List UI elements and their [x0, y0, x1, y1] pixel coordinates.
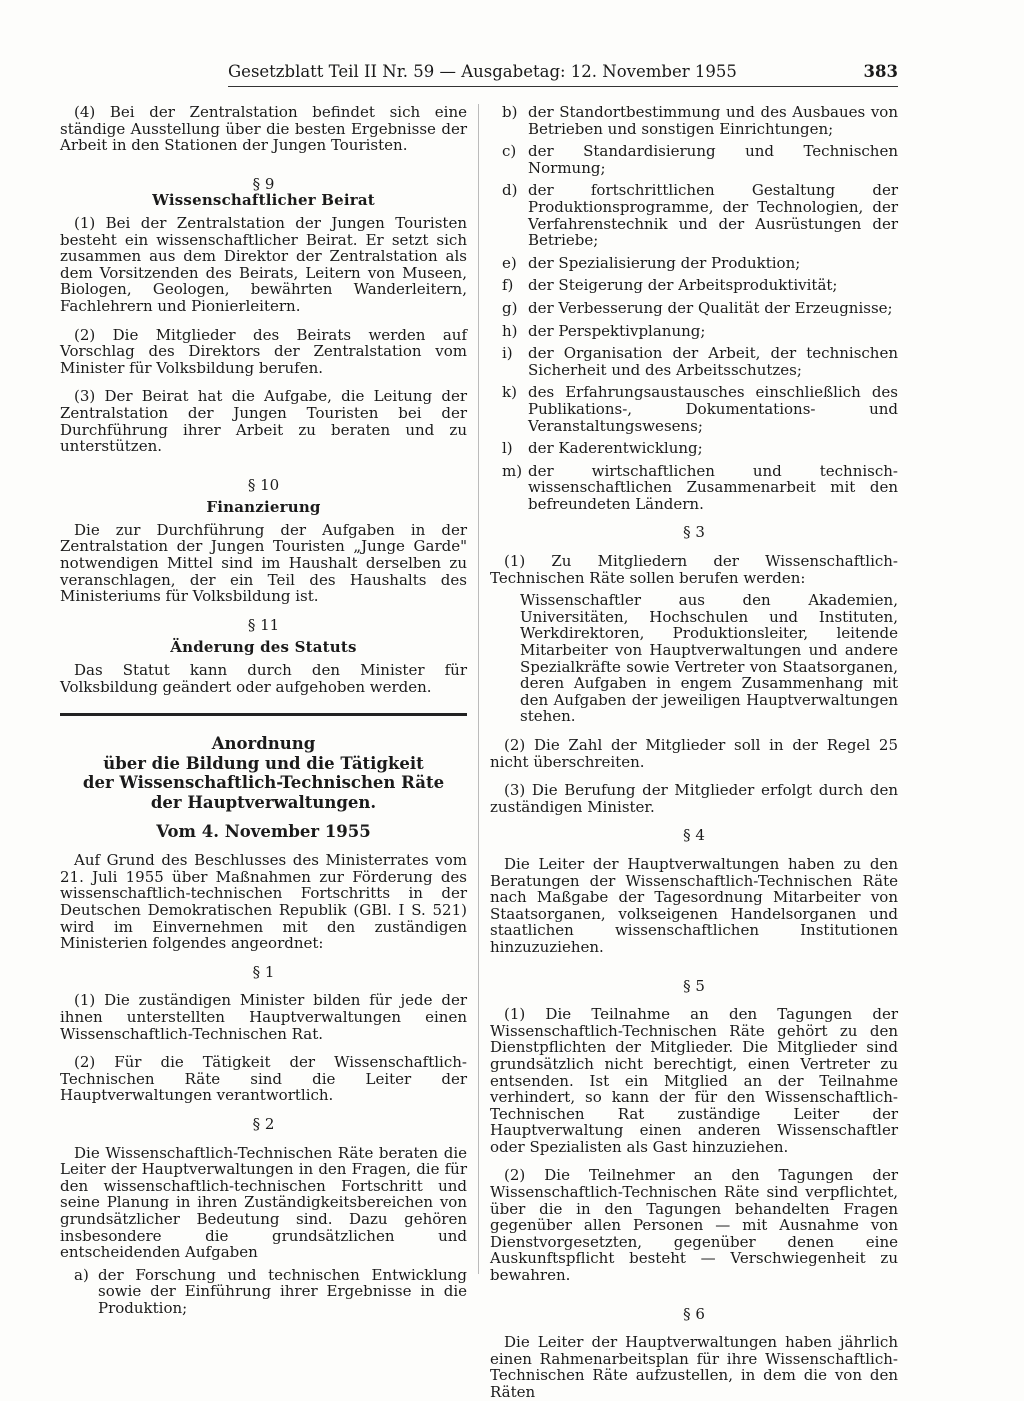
list-marker: l)	[502, 439, 513, 458]
list-item-text: der fortschrittlichen Gestaltung der Produktionsprogramme, der Technologien, der Verfahrenstechnik und der Ausrüstungen der Betriebe;	[528, 181, 898, 250]
column-divider	[478, 104, 479, 1274]
list-marker: g)	[502, 298, 518, 317]
list-item	[490, 255, 898, 272]
list-item-text: der Kaderentwicklung;	[528, 439, 703, 458]
list-item-text: des Erfahrungsaustausches einschließlich des Publikations-, Dokumentations- und Veranstaltungswesens;	[528, 383, 898, 435]
section-heading: Wissenschaftlicher Beirat	[152, 191, 375, 210]
list-item	[490, 384, 898, 434]
paragraph: (1) Die zuständigen Minister bilden für jede der ihnen unterstellten Hauptverwaltungen einen Wissenschaftlich-Technischen Rat.	[60, 991, 467, 1043]
list-item	[60, 1267, 467, 1317]
list-marker: a)	[74, 1265, 89, 1284]
section-number: § 2	[252, 1114, 275, 1133]
paragraph: (1) Bei der Zentralstation der Jungen Touristen besteht ein wissenschaftlicher Beirat. Er setzt sich zusammen aus dem Direktor der Zentralstation als dem Vorsitzenden des Beirats, Leitern von Museen, Biologen, Geologen, bewährten Wanderleitern, Fachlehrern und Pionierleitern.	[60, 213, 467, 315]
list-item	[490, 277, 898, 294]
right-column	[490, 104, 898, 1401]
section-number: § 1	[252, 962, 275, 981]
section-number: § 11	[247, 615, 280, 634]
announcement-title-line: der Wissenschaftlich-Technischen Räte	[82, 773, 445, 793]
announcement-date: Vom 4. November 1955	[156, 822, 371, 842]
list-item	[490, 463, 898, 513]
paragraph: (2) Die Zahl der Mitglieder soll in der Regel 25 nicht überschreiten.	[490, 736, 898, 771]
section-number: § 5	[683, 976, 705, 995]
list-item	[490, 300, 898, 317]
paragraph: Die Leiter der Hauptverwaltungen haben jährlich einen Rahmenarbeitsplan für ihre Wissenschaftlich-Technischen Räte aufzustellen, in dem die von den Räten	[490, 1333, 898, 1401]
list-marker: i)	[502, 344, 513, 363]
paragraph: (1) Die Teilnahme an den Tagungen der Wissenschaftlich-Technischen Räte gehört zu den Dienstpflichten der Mitglieder. Die Mitglieder sind grundsätzlich nicht berechtigt, einen Vertreter zu entsenden. Ist ein Mitglied an der Teilnahme verhindert, so kann der für den Wissenschaftlich-Technischen Rat zuständige Leiter der Hauptverwaltung einen anderen Wissenschaftler oder Spezialisten als Gast hinzuziehen.	[490, 1005, 898, 1156]
list-item-text: der Verbesserung der Qualität der Erzeugnisse;	[528, 298, 893, 317]
list-item-text: der Steigerung der Arbeitsproduktivität;	[528, 276, 838, 295]
announcement-title-line: der Hauptverwaltungen.	[150, 792, 377, 812]
announcement-title-line: über die Bildung und die Tätigkeit	[103, 753, 424, 773]
list-item-text: der Forschung und technischen Entwicklung sowie der Einführung ihrer Ergebnisse in die Produktion;	[98, 1265, 467, 1317]
list-marker: h)	[502, 321, 518, 340]
list-item	[490, 182, 898, 248]
list-item	[490, 104, 898, 137]
section-separator	[60, 713, 467, 716]
list-item-text: der wirtschaftlichen und technisch-wissenschaftlichen Zusammenarbeit mit den befreundeten Ländern.	[528, 461, 898, 513]
paragraph: (3) Der Beirat hat die Aufgabe, die Leitung der Zentralstation der Jungen Touristen bei der Durchführung ihrer Arbeit zu beraten und zu unterstützen.	[60, 387, 467, 456]
list-item-text: der Perspektivplanung;	[528, 321, 706, 340]
list-marker: d)	[502, 181, 518, 200]
section-heading: Änderung des Statuts	[170, 638, 357, 657]
announcement-title	[60, 734, 467, 812]
paragraph: (2) Die Mitglieder des Beirats werden auf Vorschlag des Direktors der Zentralstation vom Minister für Volksbildung berufen.	[60, 325, 467, 377]
paragraph: Das Statut kann durch den Minister für Volksbildung geändert oder aufgehoben werden.	[60, 661, 467, 696]
left-column	[60, 104, 467, 1322]
list-item	[490, 143, 898, 176]
section-heading: Finanzierung	[206, 498, 321, 517]
section-number: § 4	[683, 826, 705, 845]
page-number: 383	[863, 62, 898, 81]
paragraph: (4) Bei der Zentralstation befindet sich eine ständige Ausstellung über die besten Ergebnisse der Arbeit in den Stationen der Jungen Touristen.	[60, 103, 467, 155]
section-number: § 10	[247, 475, 280, 494]
section-number: § 3	[683, 523, 705, 542]
header-title: Gesetzblatt Teil II Nr. 59 — Ausgabetag: 12. November 1955	[228, 62, 737, 81]
section-number: § 9	[252, 174, 275, 193]
list-item	[490, 323, 898, 340]
list-item-text: der Organisation der Arbeit, der technischen Sicherheit und des Arbeitsschutzes;	[528, 344, 898, 379]
task-list	[490, 104, 898, 512]
list-item	[490, 440, 898, 457]
paragraph: Auf Grund des Beschlusses des Ministerrates vom 21. Juli 1955 über Maßnahmen zur Förderung des wissenschaftlich-technischen Fortschritts in der Deutschen Demokratischen Republik (GBl. I S. 521) wird im Einvernehmen mit den zuständigen Ministerien folgendes angeordnet:	[60, 851, 467, 953]
paragraph: Die Leiter der Hauptverwaltungen haben zu den Beratungen der Wissenschaftlich-Technischen Räte nach Maßgabe der Tagesordnung Mitarbeiter von Staatsorganen, volkseigenen Handelsorganen und staatlichen wissenschaftlichen Institutionen hinzuzuziehen.	[490, 854, 898, 956]
list-marker: f)	[502, 276, 514, 295]
list-marker: c)	[502, 142, 517, 161]
paragraph: Die zur Durchführung der Aufgaben in der Zentralstation der Jungen Touristen „Junge Garde" notwendigen Mittel sind im Haushalt derselben zu veranschlagen, der ein Teil des Haushalts des Ministeriums für Volksbildung ist.	[60, 520, 467, 606]
member-list-quote: Wissenschaftler aus den Akademien, Universitäten, Hochschulen und Instituten, Werkdirektoren, Produktionsleiter, leitende Mitarbeiter von Hauptverwaltungen und andere Spezialkräfte sowie Vertreter von Staatsorganen, deren Aufgaben in engem Zusammenhang mit den Aufgaben der jeweiligen Hauptverwaltungen stehen.	[520, 591, 898, 726]
list-marker: b)	[502, 103, 518, 121]
section-number: § 6	[683, 1304, 705, 1323]
list-item	[490, 345, 898, 378]
list-marker: m)	[502, 461, 523, 480]
paragraph: (1) Zu Mitgliedern der Wissenschaftlich-Technischen Räte sollen berufen werden:	[490, 552, 898, 587]
list-marker: e)	[502, 253, 517, 272]
header-rule	[228, 86, 898, 87]
paragraph: (2) Die Teilnehmer an den Tagungen der Wissenschaftlich-Technischen Räte sind verpflichtet, über die in den Tagungen behandelten Fragen gegenüber allen Personen — mit Ausnahme von Dienstvorgesetzten, gegenüber denen eine Auskunftspflicht besteht — Verschwiegenheit zu bewahren.	[490, 1166, 898, 1285]
list-marker: k)	[502, 383, 517, 402]
paragraph: (2) Für die Tätigkeit der Wissenschaftlich-Technischen Räte sind die Leiter der Hauptverwaltungen verantwortlich.	[60, 1053, 467, 1105]
list-item-text: der Spezialisierung der Produktion;	[528, 253, 801, 272]
list-item-text: der Standortbestimmung und des Ausbaues von Betrieben und sonstigen Einrichtungen;	[528, 103, 898, 138]
list-item-text: der Standardisierung und Technischen Normung;	[528, 142, 898, 177]
paragraph: Die Wissenschaftlich-Technischen Räte beraten die Leiter der Hauptverwaltungen in den Fragen, die für den wissenschaftlich-technischen Fortschritt und seine Planung in ihren Zuständigkeitsbereichen von grundsätzlicher Bedeutung sind. Dazu gehören insbesondere die grundsätzlichen und entscheidenden Aufgaben	[60, 1143, 467, 1262]
paragraph: (3) Die Berufung der Mitglieder erfolgt durch den zuständigen Minister.	[490, 781, 898, 816]
announcement-title-line: Anordnung	[211, 734, 316, 754]
